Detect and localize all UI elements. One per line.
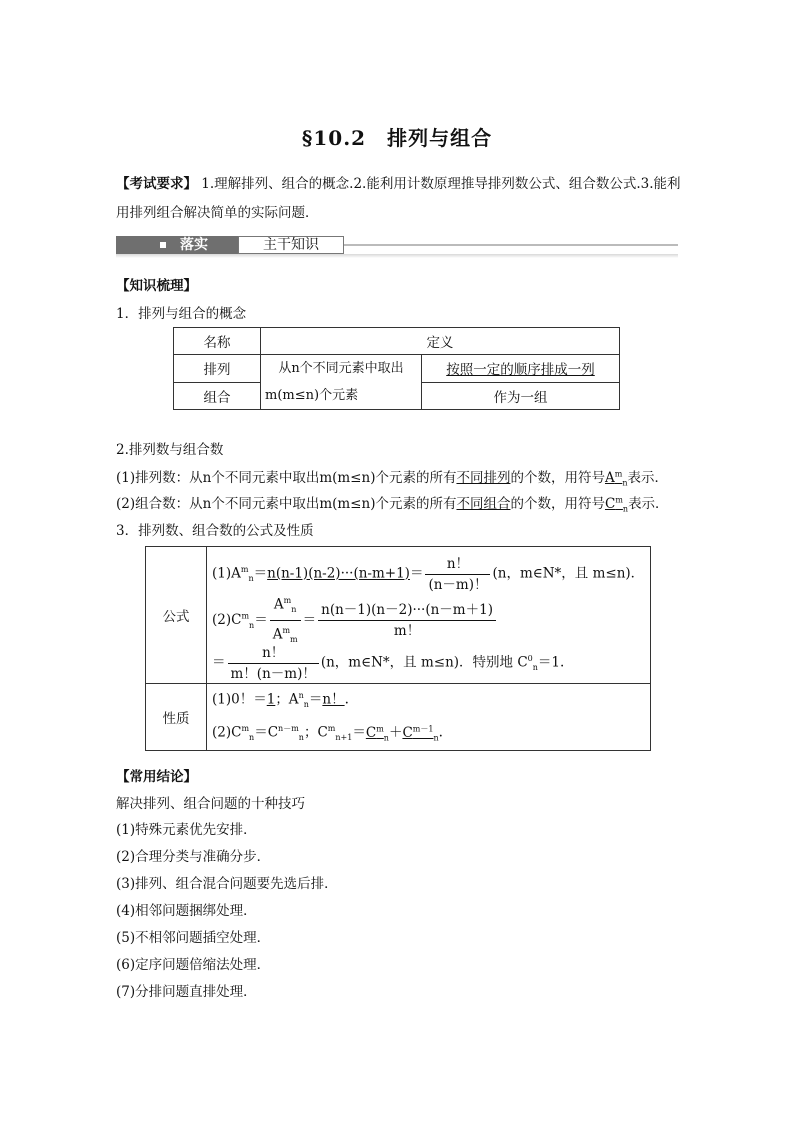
symbol: A xyxy=(272,626,283,643)
text: ＝ xyxy=(409,565,424,582)
text: (n，m∈N*，且 m≤n)．特别地 C xyxy=(320,654,528,671)
property-2 xyxy=(212,717,650,750)
numerator: n！ xyxy=(228,644,319,664)
property-label: 性质 xyxy=(146,684,207,751)
symbol: C xyxy=(402,724,413,741)
banner-right-label: 主干知识 xyxy=(238,236,344,254)
text: (n，m∈N*，且 m≤n)． xyxy=(492,565,645,582)
header-definition: 定义 xyxy=(261,328,620,355)
fraction xyxy=(425,555,490,594)
underlined-expression: n(n-1)(n-2)···(n-m+1) xyxy=(267,565,410,582)
text: ；C xyxy=(303,724,328,741)
concept-table xyxy=(173,327,620,410)
symbol: C xyxy=(604,496,616,512)
symbol: C xyxy=(365,724,377,741)
superscript: m－1 xyxy=(412,724,434,734)
text: ；A xyxy=(275,691,299,708)
superscript: n xyxy=(298,691,304,700)
superscript: m xyxy=(615,495,623,505)
property-cell xyxy=(207,684,651,751)
superscript: n－m xyxy=(278,724,299,734)
text: ＋ xyxy=(388,724,403,741)
row-permutation-name: 排列 xyxy=(174,355,261,383)
superscript: m xyxy=(241,611,250,621)
shared-definition-line-1: 从n个不同元素中取出 xyxy=(278,361,404,376)
conclusions-heading: 【常用结论】 xyxy=(116,769,197,785)
underlined-term: 不同组合 xyxy=(456,496,511,512)
page-title: §10.2 排列与组合 xyxy=(301,126,493,150)
fraction xyxy=(318,601,496,640)
section-1-title: 1．排列与组合的概念 xyxy=(116,306,247,322)
superscript: m xyxy=(283,596,292,605)
subscript: n xyxy=(249,620,255,630)
subscript: n xyxy=(248,574,254,584)
formula-1 xyxy=(212,548,650,592)
knowledge-heading: 【知识梳理】 xyxy=(116,278,197,294)
row-combination-name: 组合 xyxy=(174,382,261,410)
text: ＝ xyxy=(308,691,323,708)
underlined-value: n！ xyxy=(322,691,345,708)
text: ＝C xyxy=(254,724,279,741)
symbol: A xyxy=(273,596,284,613)
text: (2)C xyxy=(212,724,242,741)
subscript: n xyxy=(303,700,309,710)
text: 的个数，用符号 xyxy=(510,470,605,486)
symbol-C xyxy=(605,496,628,512)
subscript: n+1 xyxy=(335,733,353,743)
superscript: m xyxy=(240,565,249,574)
subscript: n xyxy=(249,733,255,743)
symbol-A xyxy=(605,470,628,486)
conclusion-item: (3)排列、组合混合问题要先选后排． xyxy=(116,876,338,892)
formula-cell xyxy=(207,547,651,684)
subscript: n xyxy=(433,733,439,743)
shared-definition xyxy=(261,355,422,410)
text: (2)C xyxy=(212,612,242,629)
superscript: 0 xyxy=(527,654,533,663)
subscript: n xyxy=(622,504,629,514)
subscript: n xyxy=(298,733,304,743)
underlined-term xyxy=(402,725,438,741)
superscript: m xyxy=(614,469,623,479)
text: ＝ xyxy=(352,724,366,741)
numerator: n(n－1)(n－2)···(n－m＋1) xyxy=(318,601,496,621)
row-combination-definition: 作为一组 xyxy=(422,382,620,410)
conclusion-item: (7)分排问题直排处理． xyxy=(116,984,257,1000)
combination-number-line xyxy=(116,492,669,514)
formula-2 xyxy=(212,592,650,645)
subscript: m xyxy=(290,635,298,645)
section-2-title: 2.排列数与组合数 xyxy=(116,442,224,458)
text: ＝1. xyxy=(537,654,565,671)
text: (2)组合数：从n个不同元素中取出m(m≤n)个元素的所有 xyxy=(116,496,457,512)
text: (1)排列数：从n个不同元素中取出m(m≤n)个元素的所有 xyxy=(116,470,457,486)
banner-shadow xyxy=(116,254,678,258)
conclusion-item: (2)合理分类与准确分步． xyxy=(116,849,271,865)
text: ＝ xyxy=(253,565,268,582)
shared-definition-line-2: m(m≤n)个元素 xyxy=(265,388,359,403)
superscript: m xyxy=(376,724,384,734)
text: 表示． xyxy=(627,470,668,486)
text: ＝ xyxy=(302,612,317,629)
subscript: n xyxy=(532,663,538,673)
conclusion-item: (1)特殊元素优先安排． xyxy=(116,822,257,838)
banner-rule xyxy=(344,244,678,246)
formula-label: 公式 xyxy=(146,547,207,684)
text: 的个数，用符号 xyxy=(510,496,605,512)
symbol: A xyxy=(604,470,615,486)
numerator xyxy=(270,592,301,621)
denominator: m！ xyxy=(393,623,421,640)
conclusion-item: (6)定序问题倍缩法处理． xyxy=(116,957,271,973)
subscript: n xyxy=(622,478,628,488)
header-name: 名称 xyxy=(174,328,261,355)
text: (1)0！＝ xyxy=(212,691,267,708)
section-banner xyxy=(116,236,678,254)
text: 表示． xyxy=(628,496,669,512)
conclusion-item: (5)不相邻问题插空处理． xyxy=(116,930,271,946)
text: . xyxy=(344,691,349,708)
fraction xyxy=(228,644,319,683)
formula-table xyxy=(145,546,651,751)
exam-requirements xyxy=(116,170,682,228)
underlined-term xyxy=(366,725,389,741)
permutation-number-line xyxy=(116,466,668,488)
conclusion-item: (4)相邻问题捆绑处理． xyxy=(116,903,257,919)
superscript: m xyxy=(327,724,336,734)
exam-requirements-text: 1.理解排列、组合的概念.2.能利用计数原理推导排列数公式、组合数公式.3.能利用排列组合解决简单的实际问题． xyxy=(116,176,681,221)
denominator: m！(n－m)！ xyxy=(230,665,316,682)
text: (1)A xyxy=(212,565,241,582)
section-3-title: 3．排列数、组合数的公式及性质 xyxy=(116,523,314,539)
subscript: n xyxy=(383,733,389,743)
property-1 xyxy=(212,684,650,717)
numerator: n！ xyxy=(425,555,490,575)
banner-left-label: 落实 xyxy=(180,237,208,253)
text: ＝ xyxy=(254,612,268,629)
banner-dark-tab xyxy=(116,236,238,254)
conclusions-intro: 解决排列、组合问题的十种技巧 xyxy=(116,796,305,812)
exam-requirements-label: 【考试要求】 xyxy=(116,176,197,192)
formula-3 xyxy=(212,636,650,682)
superscript: m xyxy=(282,626,291,636)
text: . xyxy=(438,724,443,741)
underlined-value: 1 xyxy=(266,691,276,708)
row-permutation-definition: 按照一定的顺序排成一列 xyxy=(422,355,620,383)
superscript: m xyxy=(241,724,250,734)
underlined-term: 不同排列 xyxy=(456,470,511,486)
subscript: n xyxy=(291,605,297,615)
text: ＝ xyxy=(212,654,226,671)
denominator: (n－m)！ xyxy=(428,576,488,593)
bullet-square-icon xyxy=(160,242,166,248)
